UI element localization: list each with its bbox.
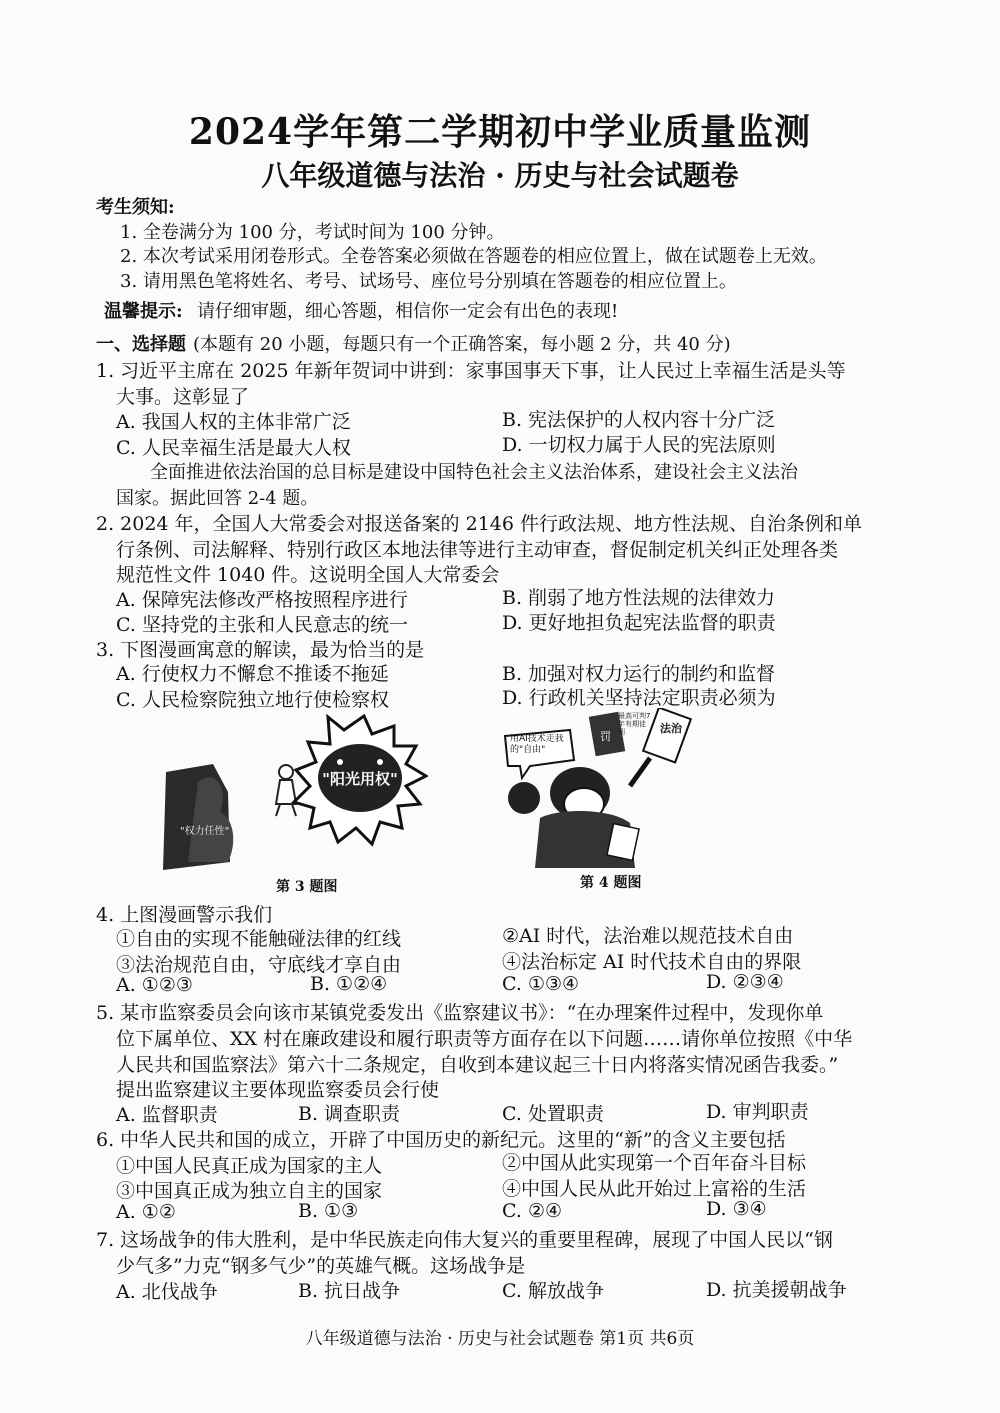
section-heading-note: (本题有 20 小题，每题只有一个正确答案，每小题 2 分，共 40 分) bbox=[193, 334, 731, 355]
q5-option-a: A. 监督职责 bbox=[116, 1104, 218, 1126]
q7-option-b: B. 抗日战争 bbox=[298, 1280, 401, 1302]
page-title: 2024学年第二学期初中学业质量监测 bbox=[188, 111, 812, 153]
q4-item-2: ②AI 时代，法治难以规范技术自由 bbox=[502, 925, 794, 947]
q2-stem-line1: 2. 2024 年，全国人大常委会对报送备案的 2146 件行政法规、地方性法规、自治条例和单 bbox=[96, 513, 862, 535]
figure-3-illustration bbox=[158, 712, 428, 872]
notice-item-3: 3. 请用黑色笔将姓名、考号、试场号、座位号分别填在答题卷的相应位置上。 bbox=[120, 271, 737, 292]
light-dot bbox=[377, 759, 383, 765]
tip-label: 温馨提示: bbox=[104, 301, 183, 322]
q4-option-b: B. ①②④ bbox=[310, 973, 388, 995]
figure-4-caption: 第 4 题图 bbox=[580, 875, 642, 891]
q1-stem-line1: 1. 习近平主席在 2025 年新年贺词中讲到：家事国事天下事，让人民过上幸福生活是头等 bbox=[96, 360, 846, 382]
q3-option-c: C. 人民检察院独立地行使检察权 bbox=[116, 689, 389, 711]
speech-bubble-text: 用AI技术走我的"自由" bbox=[510, 734, 564, 755]
q6-item-2: ②中国从此实现第一个百年奋斗目标 bbox=[502, 1152, 807, 1174]
q4-option-c: C. ①③④ bbox=[502, 973, 580, 995]
q1-stem-line2: 大事。这彰显了 bbox=[116, 386, 250, 408]
q2-option-d: D. 更好地担负起宪法监督的职责 bbox=[502, 612, 776, 634]
book-text: 罚 bbox=[600, 730, 611, 743]
hammer-text: 法治 bbox=[660, 722, 682, 735]
q6-item-3: ③中国真正成为独立自主的国家 bbox=[116, 1180, 383, 1202]
q7-option-d: D. 抗美援朝战争 bbox=[706, 1279, 847, 1301]
q2-option-b: B. 削弱了地方性法规的法律效力 bbox=[502, 587, 776, 609]
shadow-text: "权力任性" bbox=[180, 826, 230, 837]
q3-stem: 3. 下图漫画寓意的解读，最为恰当的是 bbox=[96, 639, 425, 661]
tip-text: 请仔细审题，细心答题，相信你一定会有出色的表现! bbox=[197, 301, 619, 322]
q2-stem-line3: 规范性文件 1040 件。这说明全国人大常委会 bbox=[116, 564, 500, 586]
q5-stem-line1: 5. 某市监察委员会向该市某镇党委发出《监察建议书》：“在办理案件过程中，发现你单 bbox=[96, 1002, 824, 1024]
person-leg bbox=[276, 804, 280, 816]
person-leg bbox=[292, 804, 296, 816]
q6-option-b: B. ①③ bbox=[298, 1200, 359, 1222]
notice-item-2: 2. 本次考试采用闭卷形式。全卷答案必须做在答题卷的相应位置上，做在试题卷上无效。 bbox=[120, 246, 827, 267]
q1-option-b: B. 宪法保护的人权内容十分广泛 bbox=[502, 409, 776, 431]
q6-option-d: D. ③④ bbox=[706, 1198, 767, 1220]
q6-item-4: ④中国人民从此开始过上富裕的生活 bbox=[502, 1178, 807, 1200]
q5-option-c: C. 处置职责 bbox=[502, 1103, 604, 1125]
light-dot bbox=[337, 759, 343, 765]
q4-option-a: A. ①②③ bbox=[116, 974, 193, 996]
person-head bbox=[279, 765, 293, 779]
black-badge bbox=[508, 782, 540, 814]
page-footer: 八年级道德与法治 · 历史与社会试题卷 第1页 共6页 bbox=[305, 1329, 695, 1349]
intro-2-4-line1: 全面推进依法治国的总目标是建设中国特色社会主义法治体系，建设社会主义法治 bbox=[150, 462, 798, 483]
q5-stem-line3: 人民共和国监察法》第六十二条规定，自收到本建议起三十日内将落实情况函告我委。” bbox=[116, 1054, 839, 1076]
note-text: 最高可判7年有期徒刑 bbox=[618, 712, 651, 736]
intro-2-4-line2: 国家。据此回答 2-4 题。 bbox=[116, 488, 319, 509]
q4-item-4: ④法治标定 AI 时代技术自由的界限 bbox=[502, 951, 802, 973]
q6-option-c: C. ②④ bbox=[502, 1200, 563, 1222]
notice-label: 考生须知: bbox=[96, 197, 175, 218]
q3-option-d: D. 行政机关坚持法定职责必须为 bbox=[502, 687, 776, 709]
q7-option-a: A. 北伐战争 bbox=[116, 1281, 218, 1303]
q5-option-d: D. 审判职责 bbox=[706, 1101, 809, 1123]
q3-option-a: A. 行使权力不懈怠不推诿不拖延 bbox=[116, 663, 389, 685]
page-subtitle: 八年级道德与法治 · 历史与社会试题卷 bbox=[261, 159, 739, 192]
q7-stem-line2: 少气多”力克“钢多气少”的英雄气概。这场战争是 bbox=[116, 1255, 526, 1277]
figure-3-caption: 第 3 题图 bbox=[276, 879, 338, 895]
q5-stem-line2: 位下属单位、XX 村在廉政建设和履行职责等方面存在以下问题……请你单位按照《中华 bbox=[116, 1028, 853, 1050]
q7-option-c: C. 解放战争 bbox=[502, 1280, 604, 1302]
q7-stem-line1: 7. 这场战争的伟大胜利，是中华民族走向伟大复兴的重要里程碑，展现了中国人民以“钢 bbox=[96, 1229, 833, 1251]
section-heading: 一、选择题 bbox=[96, 334, 186, 355]
q3-option-b: B. 加强对权力运行的制约和监督 bbox=[502, 663, 776, 685]
q4-stem: 4. 上图漫画警示我们 bbox=[96, 904, 273, 926]
bubble-text: "阳光用权" bbox=[322, 770, 398, 788]
q5-stem-line4: 提出监察建议主要体现监察委员会行使 bbox=[116, 1079, 440, 1101]
notice-item-1: 1. 全卷满分为 100 分，考试时间为 100 分钟。 bbox=[120, 222, 505, 243]
q2-option-a: A. 保障宪法修改严格按照程序进行 bbox=[116, 589, 408, 611]
q2-stem-line2: 行条例、司法解释、特别行政区本地法律等进行主动审查，督促制定机关纠正处理各类 bbox=[116, 539, 839, 561]
paper-sheet bbox=[607, 824, 639, 861]
q4-item-3: ③法治规范自由，守底线才享自由 bbox=[116, 954, 402, 976]
figure-4-cartoon bbox=[500, 708, 715, 873]
q1-option-a: A. 我国人权的主体非常广泛 bbox=[116, 411, 351, 433]
q4-option-d: D. ②③④ bbox=[706, 971, 784, 993]
q6-stem: 6. 中华人民共和国的成立，开辟了中国历史的新纪元。这里的“新”的含义主要包括 bbox=[96, 1129, 786, 1151]
q1-option-c: C. 人民幸福生活是最大人权 bbox=[116, 437, 351, 459]
figure-4-illustration bbox=[500, 708, 715, 873]
q5-option-b: B. 调查职责 bbox=[298, 1103, 401, 1125]
q1-option-d: D. 一切权力属于人民的宪法原则 bbox=[502, 434, 776, 456]
q6-option-a: A. ①② bbox=[116, 1201, 176, 1223]
q6-item-1: ①中国人民真正成为国家的主人 bbox=[116, 1155, 383, 1177]
q2-option-c: C. 坚持党的主张和人民意志的统一 bbox=[116, 614, 408, 636]
person-body bbox=[276, 780, 296, 804]
figure-3-cartoon bbox=[158, 712, 428, 872]
q4-item-1: ①自由的实现不能触碰法律的红线 bbox=[116, 928, 402, 950]
hammer-handle bbox=[630, 758, 650, 786]
